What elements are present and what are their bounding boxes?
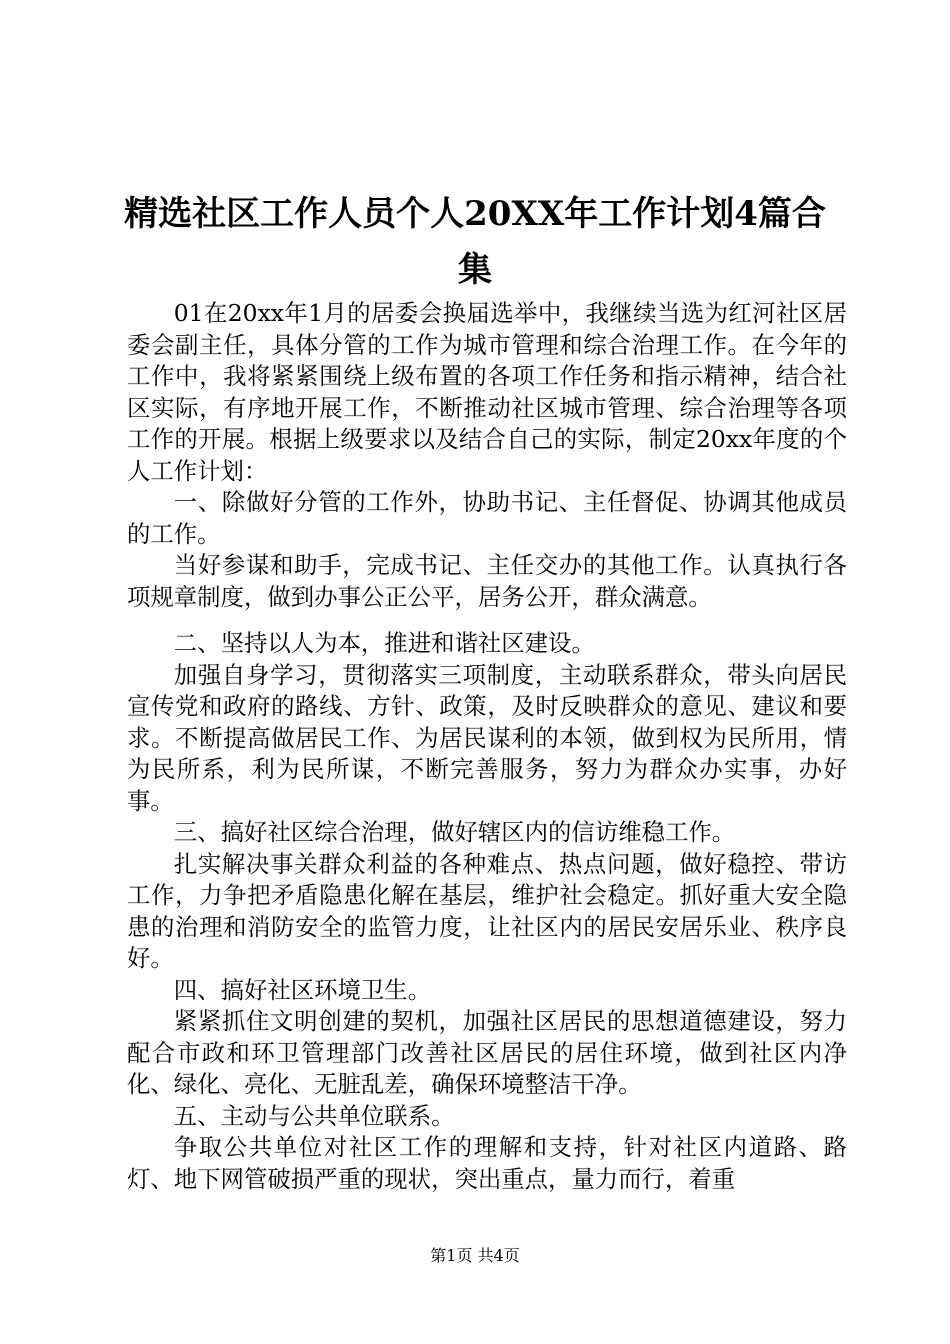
paragraph-section-1-body: 当好参谋和助手，完成书记、主任交办的其他工作。认真执行各项规章制度，做到办事公正公平，居务公开，群众满意。 bbox=[127, 551, 847, 611]
paragraph-section-2-heading: 二、坚持以人为本，推进和谐社区建设。 bbox=[173, 629, 595, 657]
document-title: 精选社区工作人员个人20XX年工作计划4篇合集 bbox=[124, 194, 826, 290]
paragraph-section-4-heading: 四、搞好社区环境卫生。 bbox=[173, 975, 432, 1004]
paragraph-section-4-body: 紧紧抓住文明创建的契机，加强社区居民的思想道德建设，努力配合市政和环卫管理部门改善社区居民的居住环境，做到社区内净化、绿化、亮化、无脏乱差，确保环境整洁干净。 bbox=[127, 1007, 847, 1098]
paragraph-section-5-heading: 五、主动与公共单位联系。 bbox=[173, 1101, 455, 1130]
paragraph-section-5-body: 争取公共单位对社区工作的理解和支持，针对社区内道路、路灯、地下网管破损严重的现状，突出重点，量力而行，着重 bbox=[127, 1133, 847, 1193]
document-body bbox=[127, 298, 847, 1195]
paragraph-section-3-heading: 三、搞好社区综合治理，做好辖区内的信访维稳工作。 bbox=[173, 818, 736, 846]
paragraph-section-3-body: 扎实解决事关群众利益的各种难点、热点问题，做好稳控、带访工作，力争把矛盾隐患化解在基层，维护社会稳定。抓好重大安全隐患的治理和消防安全的监管力度，让社区内的居民安居乐业、秩序良好。 bbox=[127, 849, 847, 972]
paragraph-section-2-body: 加强自身学习，贯彻落实三项制度，主动联系群众，带头向居民宣传党和政府的路线、方针、政策，及时反映群众的意见、建议和要求。不断提高做居民工作、为居民谋利的本领，做到权为民所用，情为民所系，利为民所谋，不断完善服务，努力为群众办实事，办好事。 bbox=[127, 660, 847, 815]
page-footer: 第1页 共4页 bbox=[430, 1246, 520, 1265]
paragraph-intro: 01在20xx年1月的居委会换届选举中，我继续当选为红河社区居委会副主任，具体分管的工作为城市管理和综合治理工作。在今年的工作中，我将紧紧围绕上级布置的各项工作任务和指示精神，结合社区实际，有序地开展工作，不断推动社区城市管理、综合治理等各项工作的开展。根据上级要求以及结合自己的实际，制定20xx年度的个人工作计划： bbox=[127, 299, 847, 485]
paragraph-section-1-heading: 一、除做好分管的工作外，协助书记、主任督促、协调其他成员的工作。 bbox=[127, 488, 847, 548]
